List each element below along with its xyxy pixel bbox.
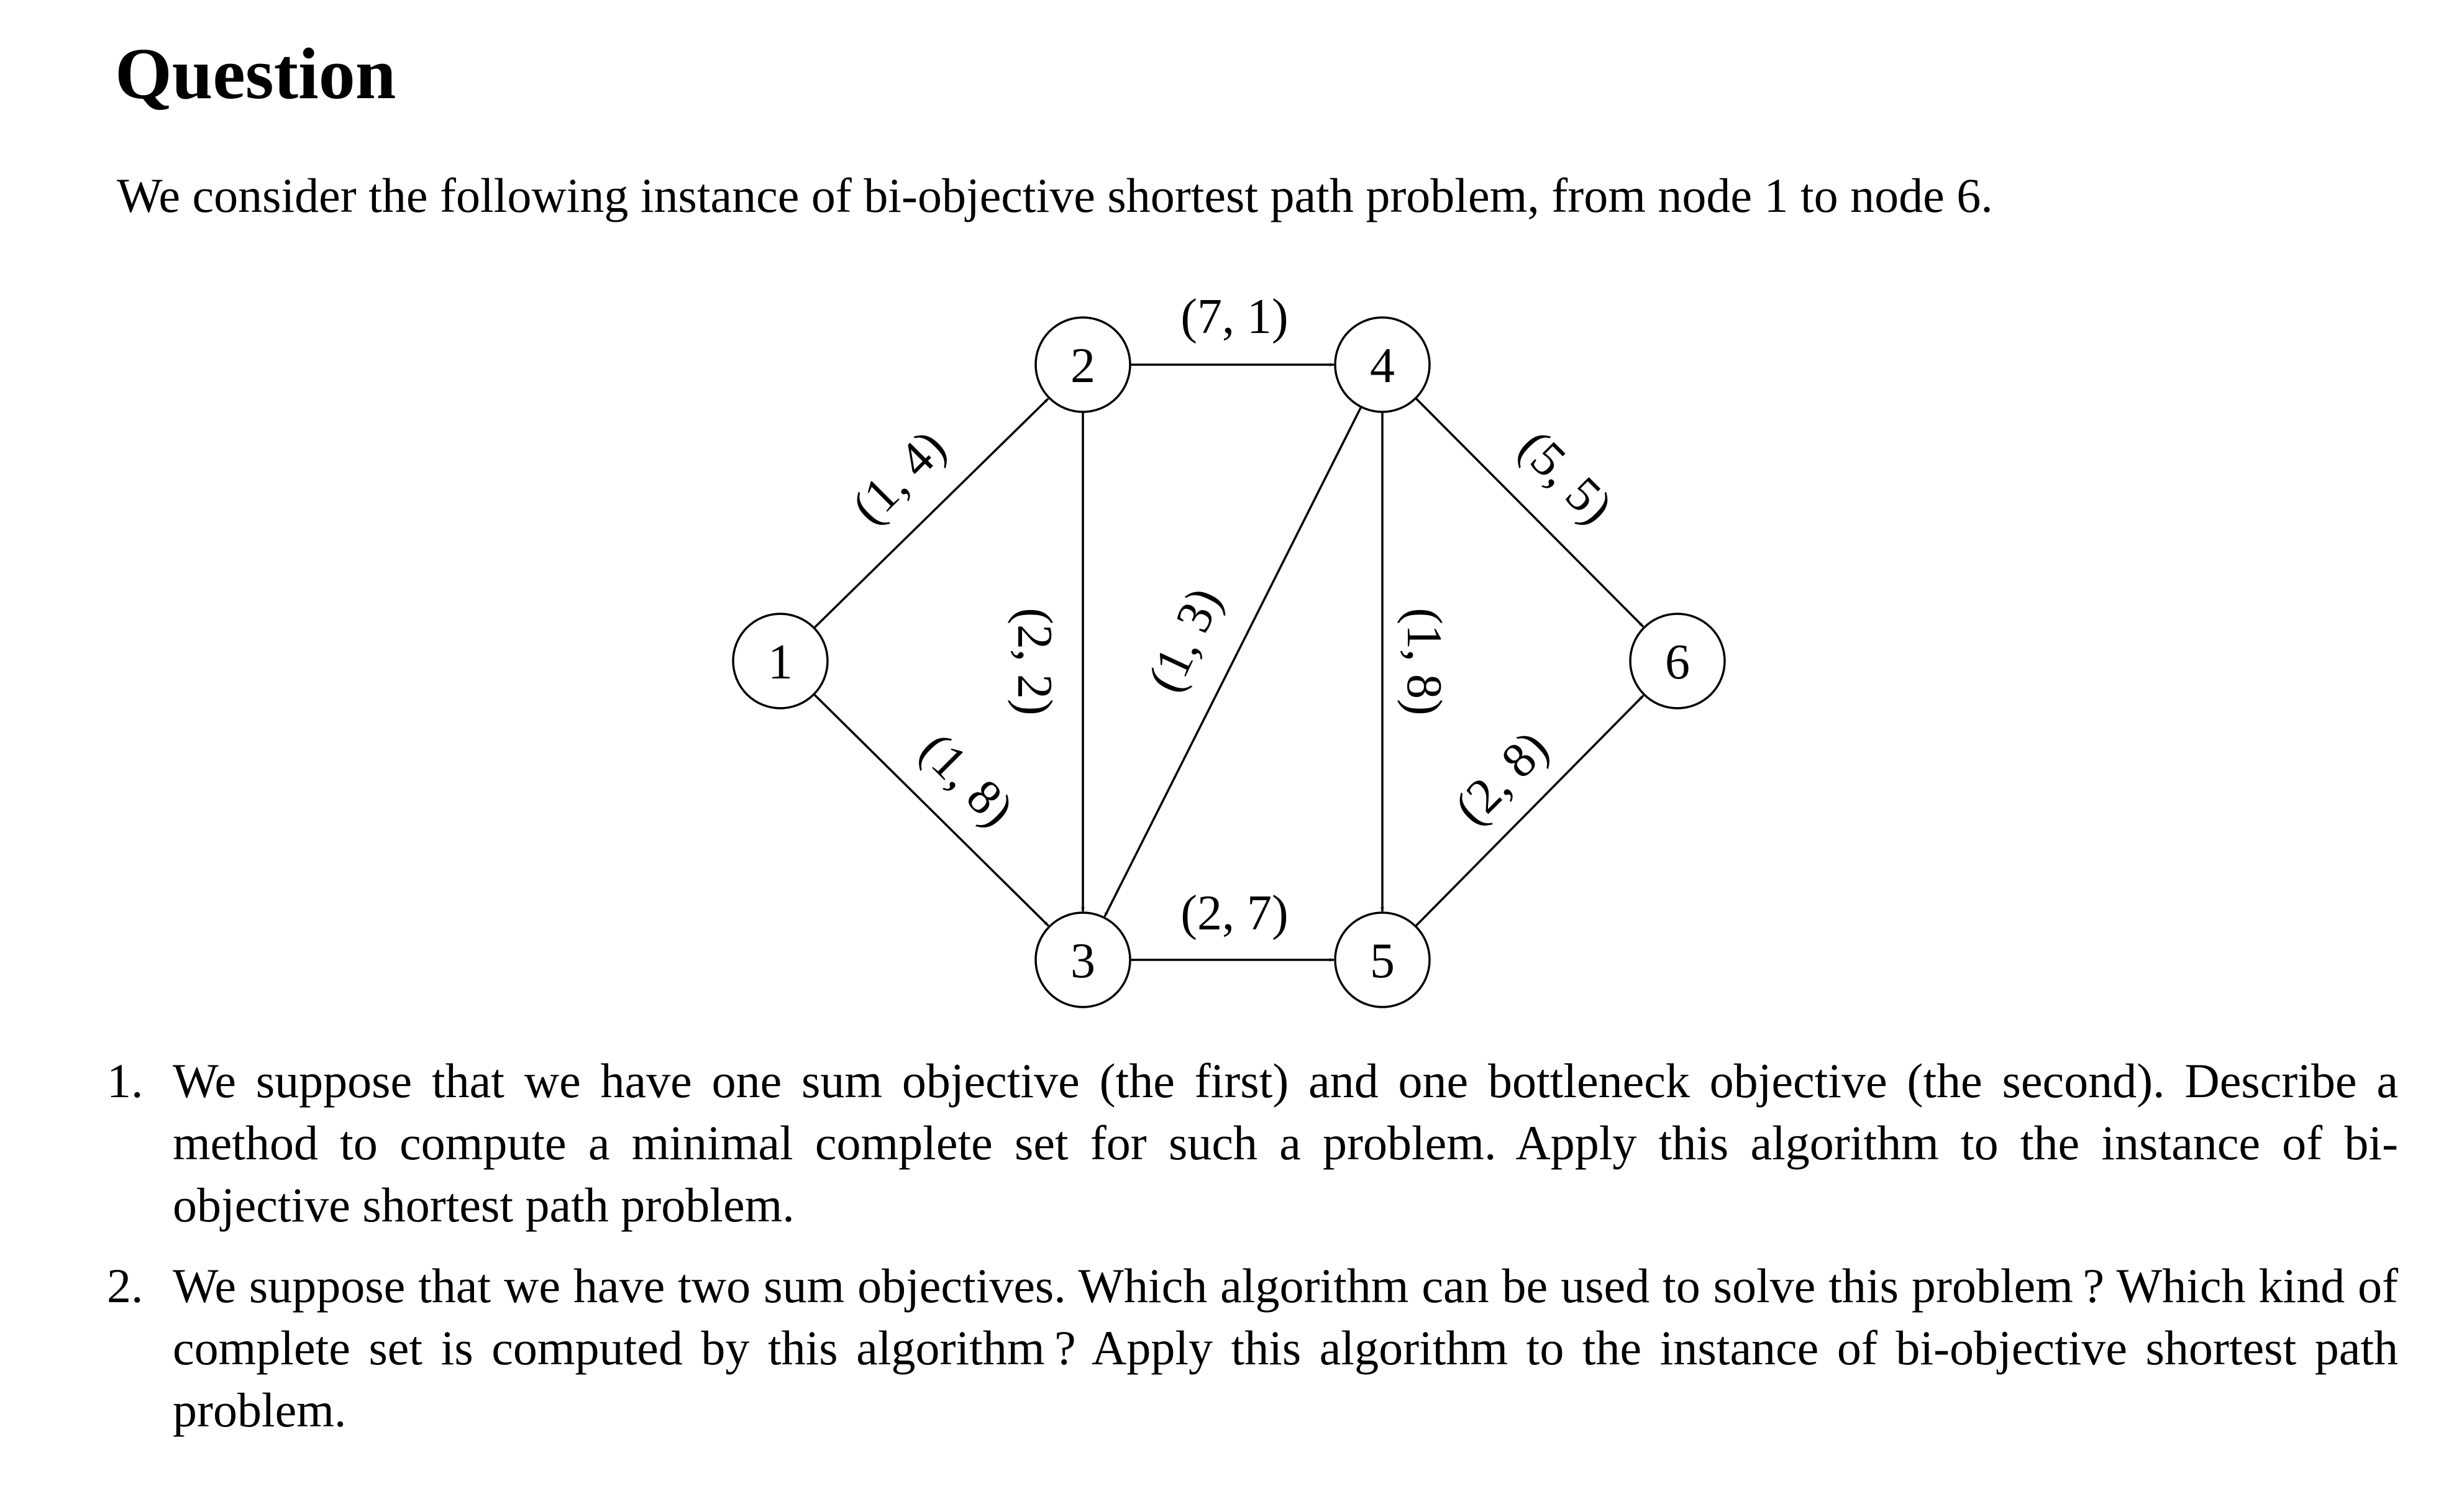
edge-1-2 (814, 399, 1048, 628)
node-label-1: 1 (768, 635, 793, 690)
node-label-3: 3 (1070, 934, 1095, 988)
edge-label-4-5: (1, 8) (1397, 608, 1451, 716)
question-text-1: We suppose that we have one sum objective (the first) and one bottleneck objective (the second). Describe a method to compute a minimal complete set for such a problem. Apply this algorithm to the instance of bi-objective shortest path problem. (173, 1054, 2398, 1232)
node-1 (733, 614, 828, 708)
edges-layer (814, 290, 1643, 960)
edge-4-6 (1416, 398, 1643, 627)
question-number-1: 1. (107, 1054, 144, 1108)
node-5 (1335, 913, 1430, 1007)
node-3 (1036, 913, 1130, 1007)
edge-label-5-6: (2, 8) (1444, 720, 1559, 836)
edge-1-3 (814, 694, 1048, 926)
question-list (99, 1050, 2398, 1460)
node-label-4: 4 (1370, 339, 1395, 393)
edge-label-1-3: (1, 8) (909, 722, 1024, 837)
question-text-2: We suppose that we have two sum objectives. Which algorithm can be used to solve this problem ? Which kind of complete set is computed by this algorithm ? Apply this algorithm to the instance of bi-objective shortest path problem. (173, 1259, 2398, 1437)
edge-label-2-3: (2, 2) (1007, 608, 1062, 716)
edge-label-4-3: (1, 3) (1137, 579, 1233, 701)
page-title: Question (115, 33, 396, 114)
node-6 (1630, 614, 1725, 708)
edge-label-4-6: (5, 5) (1508, 419, 1623, 535)
edge-label-3-5: (2, 7) (1180, 886, 1289, 941)
question-item-2 (99, 1255, 2398, 1441)
edge-4-3 (1105, 407, 1361, 916)
node-2 (1036, 317, 1130, 412)
edge-label-1-2: (1, 4) (841, 419, 957, 535)
node-label-2: 2 (1070, 339, 1095, 393)
edge-label-2-4: (7, 1) (1180, 290, 1289, 344)
node-label-6: 6 (1665, 635, 1690, 690)
question-number-2: 2. (107, 1259, 144, 1313)
node-label-5: 5 (1370, 934, 1395, 988)
question-item-1 (99, 1050, 2398, 1236)
node-4 (1335, 317, 1430, 412)
intro-paragraph: We consider the following instance of bi-objective shortest path problem, from node 1 to node 6. (117, 168, 1993, 222)
